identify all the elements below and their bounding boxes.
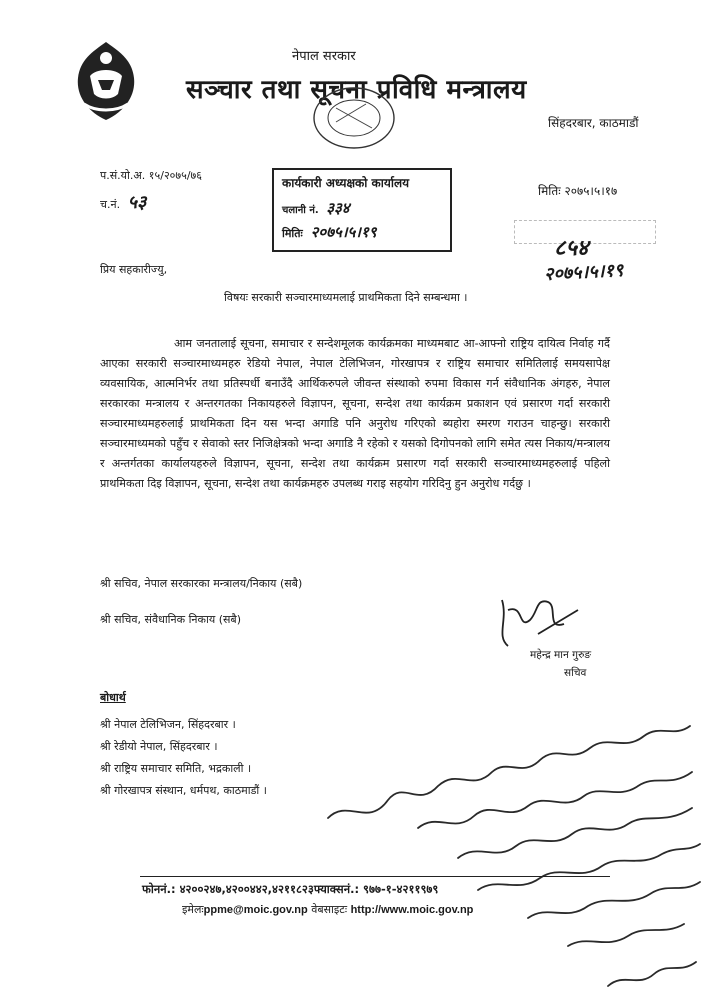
received-stamp-number: ८५४ — [554, 235, 589, 261]
cc-item: श्री राष्ट्रिय समाचार समिति, भद्रकाली । — [100, 762, 252, 775]
letter-body: आम जनतालाई सूचना, समाचार र सन्देशमूलक कार्यक्रमका माध्यमबाट आ-आफ्नो राष्ट्रिय दायित्व निर्वाह गर्दै आएका सरकारी सञ्चारमाध्यमहरु रेडियो नेपाल, नेपाल टेलिभिजन, गोरखापत्र र राष्ट्रिय समाचार समितिलाई समयसापेक्ष व्यवसायिक, आत्मनिर्भर तथा प्रतिस्पर्धी बनाउँदै आर्थिकरुपले जीवन्त संस्थाको रुपमा विकास गर्न संवैधानिक अंगहरु, नेपाल सरकारका मन्त्रालय र अन्तरगतका निकायहरुले विज्ञापन, सूचना, सन्देश तथा कार्यक्रम प्रकाशन एवं प्रसारण गर्दा सरकारी सञ्चारमाध्यमहरुलाई प्राथमिकता दिन यस भन्दा अगाडि पनि अनुरोध गरिएको ब्यहोरा स्मरण गराउन चाहन्छु। सरकारी सञ्चारमाध्यमको पहुँच र सेवाको स्तर निजिक्षेत्रको भन्दा अगाडि नै रहेको र यसको दिगोपनको लागि समेत त्यस निकाय/मन्त्रालय र अन्तर्गतका कार्यालयहरुले विज्ञापन, सूचना, सन्देश तथा कार्यक्रम प्रसारण गर्दा सरकारी सञ्चारमाध्यमहरुलाई पहिलो प्राथमिकता दिइ विज्ञापन, सूचना, सन्देश तथा कार्यक्रमहरु उपलब्ध गराइ सहयोग गरिदिनु हुन अनुरोध गर्दछु । — [100, 337, 610, 490]
received-stamp-date: २०७५।५।१९ — [543, 259, 624, 286]
website-label: वेबसाइटः — [311, 903, 348, 916]
office-stamp-chalani — [282, 198, 350, 218]
signatory-title: सचिव — [564, 667, 587, 679]
handwritten-signature — [478, 590, 598, 650]
dispatch-label: च.नं. — [100, 198, 121, 211]
office-stamp — [272, 168, 452, 252]
dispatch-value: ५३ — [127, 192, 147, 213]
ministry-seal-stamp — [306, 82, 402, 154]
footer-contact — [182, 902, 473, 917]
salutation: प्रिय सहकारीज्यु, — [100, 263, 168, 276]
office-stamp-date-value: २०७५।५।१९ — [310, 223, 377, 241]
recipient-line: श्री सचिव, नेपाल सरकारका मन्त्रालय/निकाय (सबै) — [100, 577, 303, 590]
office-stamp-date-label: मितिः — [282, 227, 303, 240]
nepal-emblem-logo — [70, 38, 142, 124]
office-stamp-chalani-label: चलानी नं. — [282, 205, 319, 216]
ministry-title: सञ्चार तथा सूचना प्रविधि मन्त्रालय — [186, 75, 527, 105]
email-label: इमेलः — [182, 903, 204, 916]
ministry-address: सिंहदरबार, काठमाडौं — [548, 116, 639, 130]
dispatch-number — [100, 190, 146, 214]
footer-phone-fax: फोननं.: ४२००२४७,४२००४४२,४२११८२३फ्याक्सनं.: ९७७-१-४२११९७९ — [142, 882, 439, 896]
letter-date: मितिः २०७५।५।१७ — [538, 184, 618, 198]
signatory-name: महेन्द्र मान गुरुङ — [530, 649, 592, 661]
office-stamp-title: कार्यकारी अध्यक्षको कार्यालय — [282, 176, 410, 190]
handwritten-annotation — [308, 668, 706, 998]
cc-item: श्री रेडीयो नेपाल, सिंहदरबार । — [100, 740, 218, 753]
footer-divider — [140, 876, 610, 877]
received-stamp — [510, 220, 690, 290]
recipient-line: श्री सचिव, संवैधानिक निकाय (सबै) — [100, 613, 242, 626]
cc-list — [100, 714, 267, 802]
cc-item: श्री गोरखापत्र संस्थान, धर्मपथ, काठमाडौं । — [100, 784, 267, 797]
cc-heading: बोधार्थ — [100, 691, 126, 704]
website-url: http://www.moic.gov.np — [350, 904, 474, 916]
government-name: नेपाल सरकार — [292, 49, 356, 64]
office-stamp-chalani-value: ३३४ — [326, 199, 350, 217]
email-address: ppme@moic.gov.np — [203, 904, 308, 916]
office-stamp-date — [282, 222, 377, 242]
cc-item: श्री नेपाल टेलिभिजन, सिंहदरबार । — [100, 718, 236, 731]
reference-number: प.सं.यो.अ. १५/२०७५/७६ — [100, 169, 202, 182]
letter-subject: विषयः सरकारी सञ्चारमाध्यमलाई प्राथमिकता दिने सम्बन्धमा । — [224, 291, 468, 304]
